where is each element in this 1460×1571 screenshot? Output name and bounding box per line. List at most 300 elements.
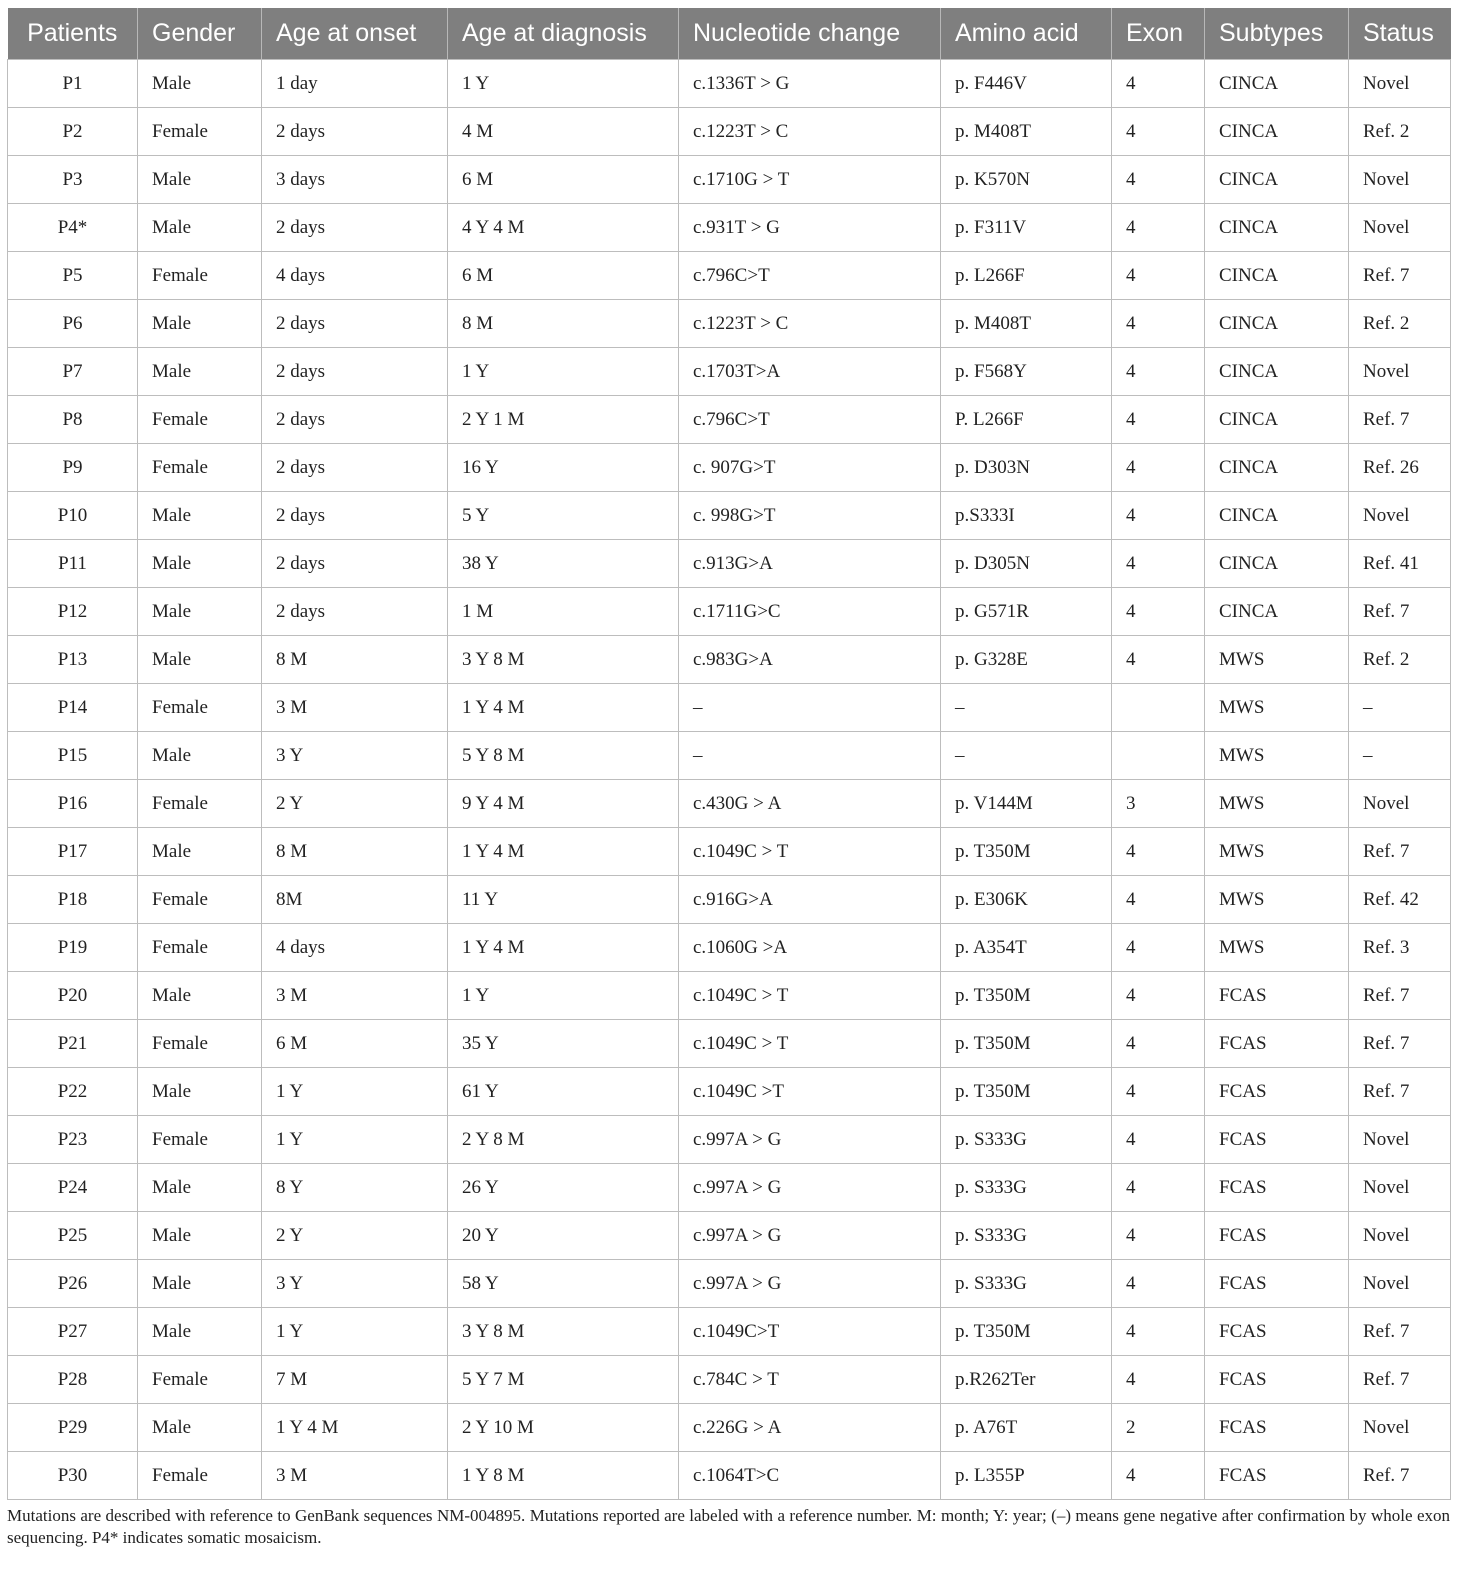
table-row xyxy=(8,156,1451,204)
table-cell: 6 M xyxy=(262,1020,448,1068)
table-cell: Male xyxy=(138,204,262,252)
table-cell: c.796C>T xyxy=(679,252,941,300)
table-cell: Ref. 2 xyxy=(1349,300,1451,348)
table-cell: 1 Y 4 M xyxy=(262,1404,448,1452)
table-cell: 4 xyxy=(1112,1068,1205,1116)
table-cell: 4 xyxy=(1112,1356,1205,1404)
table-cell: 1 Y 8 M xyxy=(448,1452,679,1500)
table-row xyxy=(8,636,1451,684)
table-cell: P24 xyxy=(8,1164,138,1212)
table-cell: 2 days xyxy=(262,204,448,252)
table-cell: CINCA xyxy=(1205,156,1349,204)
table-cell: Ref. 7 xyxy=(1349,1020,1451,1068)
table-cell: p. M408T xyxy=(941,108,1112,156)
table-cell: 5 Y xyxy=(448,492,679,540)
table-cell: CINCA xyxy=(1205,300,1349,348)
table-cell: 8M xyxy=(262,876,448,924)
table-cell: p. S333G xyxy=(941,1260,1112,1308)
table-cell: c.931T > G xyxy=(679,204,941,252)
table-cell: P22 xyxy=(8,1068,138,1116)
table-cell: 4 xyxy=(1112,444,1205,492)
column-header: Gender xyxy=(138,8,262,60)
table-cell: 2 days xyxy=(262,108,448,156)
table-cell: 4 xyxy=(1112,348,1205,396)
table-footnote: Mutations are described with reference to GenBank sequences NM-004895. Mutations reported are labeled with a reference number. M: month; Y: year; (–) means gene negative after confirmation by whole exon sequencing. P4* indicates somatic mosaicism. xyxy=(7,1506,1450,1547)
table-cell: Novel xyxy=(1349,204,1451,252)
table-cell: Ref. 7 xyxy=(1349,1068,1451,1116)
table-cell: P6 xyxy=(8,300,138,348)
table-cell: Novel xyxy=(1349,780,1451,828)
table-row xyxy=(8,1404,1451,1452)
table-cell: 4 xyxy=(1112,204,1205,252)
table-cell: FCAS xyxy=(1205,1356,1349,1404)
table-cell: 8 Y xyxy=(262,1164,448,1212)
table-cell: Novel xyxy=(1349,60,1451,108)
table-row xyxy=(8,828,1451,876)
table-cell: p. L355P xyxy=(941,1452,1112,1500)
table-row xyxy=(8,252,1451,300)
table-cell: Ref. 7 xyxy=(1349,1356,1451,1404)
table-cell: P29 xyxy=(8,1404,138,1452)
table-cell: Ref. 7 xyxy=(1349,252,1451,300)
table-cell: p. T350M xyxy=(941,1020,1112,1068)
table-cell: c.784C > T xyxy=(679,1356,941,1404)
table-cell: Female xyxy=(138,684,262,732)
table-cell: CINCA xyxy=(1205,252,1349,300)
table-cell: p. F446V xyxy=(941,60,1112,108)
table-row xyxy=(8,60,1451,108)
table-cell: 2 xyxy=(1112,1404,1205,1452)
table-cell: c.916G>A xyxy=(679,876,941,924)
table-row xyxy=(8,924,1451,972)
table-cell: 4 xyxy=(1112,60,1205,108)
table-container xyxy=(7,8,1450,1549)
table-cell: c.1710G > T xyxy=(679,156,941,204)
table-cell: 2 days xyxy=(262,300,448,348)
table-cell: c. 998G>T xyxy=(679,492,941,540)
table-cell: 4 xyxy=(1112,1260,1205,1308)
table-cell: FCAS xyxy=(1205,1308,1349,1356)
table-row xyxy=(8,540,1451,588)
table-cell: Ref. 7 xyxy=(1349,1452,1451,1500)
table-cell: FCAS xyxy=(1205,1116,1349,1164)
table-cell: c.1223T > C xyxy=(679,300,941,348)
table-cell: P7 xyxy=(8,348,138,396)
table-cell: P5 xyxy=(8,252,138,300)
table-cell: c.1049C > T xyxy=(679,1020,941,1068)
table-cell: 6 M xyxy=(448,156,679,204)
table-cell: 4 xyxy=(1112,1212,1205,1260)
table-row xyxy=(8,684,1451,732)
table-cell: 1 Y 4 M xyxy=(448,828,679,876)
table-cell: 8 M xyxy=(262,828,448,876)
table-cell: p. S333G xyxy=(941,1116,1112,1164)
table-cell: P25 xyxy=(8,1212,138,1260)
table-cell: Novel xyxy=(1349,492,1451,540)
table-cell: Ref. 7 xyxy=(1349,396,1451,444)
table-cell: p. K570N xyxy=(941,156,1112,204)
column-header: Patients xyxy=(8,8,138,60)
table-cell: 20 Y xyxy=(448,1212,679,1260)
table-cell: P27 xyxy=(8,1308,138,1356)
table-cell: 1 day xyxy=(262,60,448,108)
table-cell: P2 xyxy=(8,108,138,156)
table-cell: 3 Y xyxy=(262,1260,448,1308)
table-cell: 2 days xyxy=(262,540,448,588)
table-cell: 4 xyxy=(1112,828,1205,876)
table-row xyxy=(8,1068,1451,1116)
table-cell: Male xyxy=(138,1260,262,1308)
table-cell: 4 xyxy=(1112,300,1205,348)
table-cell: 1 Y xyxy=(262,1116,448,1164)
table-cell: c.226G > A xyxy=(679,1404,941,1452)
table-cell: 58 Y xyxy=(448,1260,679,1308)
table-cell: P16 xyxy=(8,780,138,828)
table-cell: 4 days xyxy=(262,924,448,972)
table-cell: Ref. 7 xyxy=(1349,972,1451,1020)
table-cell: 61 Y xyxy=(448,1068,679,1116)
table-row xyxy=(8,780,1451,828)
table-cell: 35 Y xyxy=(448,1020,679,1068)
table-cell: FCAS xyxy=(1205,1020,1349,1068)
table-cell: MWS xyxy=(1205,828,1349,876)
table-cell: MWS xyxy=(1205,636,1349,684)
table-cell: p. E306K xyxy=(941,876,1112,924)
table-cell: 1 Y xyxy=(448,348,679,396)
column-header: Nucleotide change xyxy=(679,8,941,60)
table-cell: c.796C>T xyxy=(679,396,941,444)
table-cell: p. L266F xyxy=(941,252,1112,300)
table-cell: 2 days xyxy=(262,444,448,492)
table-cell: 4 xyxy=(1112,252,1205,300)
table-cell: Female xyxy=(138,396,262,444)
table-cell: – xyxy=(941,684,1112,732)
table-cell: Male xyxy=(138,1164,262,1212)
table-cell: 9 Y 4 M xyxy=(448,780,679,828)
table-cell: 4 xyxy=(1112,396,1205,444)
table-cell: c.1060G >A xyxy=(679,924,941,972)
table-cell: p. T350M xyxy=(941,828,1112,876)
table-cell: 3 Y 8 M xyxy=(448,1308,679,1356)
table-cell: 11 Y xyxy=(448,876,679,924)
table-cell: P13 xyxy=(8,636,138,684)
table-cell: Female xyxy=(138,1020,262,1068)
table-cell: p. F311V xyxy=(941,204,1112,252)
table-cell: – xyxy=(1349,732,1451,780)
column-header: Subtypes xyxy=(1205,8,1349,60)
table-row xyxy=(8,1452,1451,1500)
table-cell: CINCA xyxy=(1205,540,1349,588)
table-cell: CINCA xyxy=(1205,444,1349,492)
table-cell: Novel xyxy=(1349,1212,1451,1260)
table-cell: p. D303N xyxy=(941,444,1112,492)
table-cell: Ref. 3 xyxy=(1349,924,1451,972)
table-cell: 3 M xyxy=(262,684,448,732)
table-cell: 8 M xyxy=(448,300,679,348)
table-cell: 3 Y 8 M xyxy=(448,636,679,684)
column-header: Exon xyxy=(1112,8,1205,60)
table-cell: P23 xyxy=(8,1116,138,1164)
table-cell: c.913G>A xyxy=(679,540,941,588)
table-cell: P9 xyxy=(8,444,138,492)
table-cell: Female xyxy=(138,780,262,828)
table-row xyxy=(8,588,1451,636)
table-cell: – xyxy=(941,732,1112,780)
table-cell: c.1703T>A xyxy=(679,348,941,396)
table-cell: Male xyxy=(138,588,262,636)
table-cell: c. 907G>T xyxy=(679,444,941,492)
table-cell: Ref. 2 xyxy=(1349,636,1451,684)
table-cell: P26 xyxy=(8,1260,138,1308)
table-cell: Novel xyxy=(1349,1404,1451,1452)
table-cell: P21 xyxy=(8,1020,138,1068)
table-cell: c.997A > G xyxy=(679,1260,941,1308)
table-cell: FCAS xyxy=(1205,1404,1349,1452)
table-cell: MWS xyxy=(1205,924,1349,972)
table-cell: 1 Y xyxy=(262,1308,448,1356)
table-cell: CINCA xyxy=(1205,588,1349,636)
table-cell: 38 Y xyxy=(448,540,679,588)
table-cell: CINCA xyxy=(1205,348,1349,396)
table-cell: p.R262Ter xyxy=(941,1356,1112,1404)
table-cell: 4 days xyxy=(262,252,448,300)
table-cell: P8 xyxy=(8,396,138,444)
table-cell: p. S333G xyxy=(941,1212,1112,1260)
table-cell: 3 xyxy=(1112,780,1205,828)
table-cell: Novel xyxy=(1349,348,1451,396)
column-header: Age at onset xyxy=(262,8,448,60)
table-cell: 3 Y xyxy=(262,732,448,780)
table-cell: FCAS xyxy=(1205,1068,1349,1116)
table-cell: 4 xyxy=(1112,972,1205,1020)
table-cell: 5 Y 8 M xyxy=(448,732,679,780)
table-cell: c.1711G>C xyxy=(679,588,941,636)
table-cell: 3 days xyxy=(262,156,448,204)
table-cell: 2 Y xyxy=(262,1212,448,1260)
table-cell: CINCA xyxy=(1205,60,1349,108)
table-cell: p. G571R xyxy=(941,588,1112,636)
table-cell: P17 xyxy=(8,828,138,876)
table-cell: – xyxy=(679,684,941,732)
table-cell: FCAS xyxy=(1205,1212,1349,1260)
table-cell: P10 xyxy=(8,492,138,540)
table-cell: FCAS xyxy=(1205,1164,1349,1212)
table-cell: Novel xyxy=(1349,1116,1451,1164)
table-cell xyxy=(1112,684,1205,732)
table-cell: P15 xyxy=(8,732,138,780)
table-row xyxy=(8,1356,1451,1404)
table-cell: c.1049C >T xyxy=(679,1068,941,1116)
table-row xyxy=(8,1212,1451,1260)
table-cell: Female xyxy=(138,924,262,972)
table-cell: Male xyxy=(138,828,262,876)
table-row xyxy=(8,1164,1451,1212)
table-cell: 1 Y xyxy=(262,1068,448,1116)
table-cell: 26 Y xyxy=(448,1164,679,1212)
table-row xyxy=(8,204,1451,252)
table-row xyxy=(8,1260,1451,1308)
table-cell: p.S333I xyxy=(941,492,1112,540)
table-cell: p. S333G xyxy=(941,1164,1112,1212)
table-cell: p. T350M xyxy=(941,1068,1112,1116)
table-cell: Ref. 26 xyxy=(1349,444,1451,492)
table-cell: 2 days xyxy=(262,348,448,396)
table-cell: Ref. 2 xyxy=(1349,108,1451,156)
table-cell: Female xyxy=(138,876,262,924)
table-cell: c.997A > G xyxy=(679,1164,941,1212)
table-cell: c.430G > A xyxy=(679,780,941,828)
table-cell: Ref. 42 xyxy=(1349,876,1451,924)
table-cell xyxy=(1112,732,1205,780)
table-cell: 4 xyxy=(1112,108,1205,156)
table-cell: MWS xyxy=(1205,780,1349,828)
table-cell: P20 xyxy=(8,972,138,1020)
table-cell: 3 M xyxy=(262,972,448,1020)
column-header: Amino acid xyxy=(941,8,1112,60)
table-cell: 1 Y 4 M xyxy=(448,924,679,972)
table-cell: c.997A > G xyxy=(679,1116,941,1164)
table-cell: 6 M xyxy=(448,252,679,300)
table-cell: 4 xyxy=(1112,1308,1205,1356)
table-cell: P28 xyxy=(8,1356,138,1404)
table-cell: – xyxy=(679,732,941,780)
table-cell: 2 days xyxy=(262,588,448,636)
table-cell: p. A354T xyxy=(941,924,1112,972)
table-cell: Male xyxy=(138,1068,262,1116)
table-row xyxy=(8,1308,1451,1356)
table-cell: c.1064T>C xyxy=(679,1452,941,1500)
table-cell: Male xyxy=(138,540,262,588)
table-cell: 4 M xyxy=(448,108,679,156)
table-cell: 1 Y xyxy=(448,972,679,1020)
table-cell: Male xyxy=(138,1308,262,1356)
table-cell: 2 days xyxy=(262,396,448,444)
table-cell: 4 xyxy=(1112,588,1205,636)
table-cell: Ref. 7 xyxy=(1349,828,1451,876)
table-cell: c.997A > G xyxy=(679,1212,941,1260)
table-cell: 1 Y 4 M xyxy=(448,684,679,732)
table-cell: 4 xyxy=(1112,156,1205,204)
table-row xyxy=(8,444,1451,492)
table-cell: Ref. 7 xyxy=(1349,1308,1451,1356)
table-cell: 4 xyxy=(1112,492,1205,540)
table-cell: 4 xyxy=(1112,1164,1205,1212)
table-row xyxy=(8,972,1451,1020)
table-cell: 2 Y xyxy=(262,780,448,828)
table-cell: 1 M xyxy=(448,588,679,636)
table-cell: 3 M xyxy=(262,1452,448,1500)
table-cell: Male xyxy=(138,492,262,540)
table-cell: P30 xyxy=(8,1452,138,1500)
table-cell: Male xyxy=(138,636,262,684)
table-cell: CINCA xyxy=(1205,108,1349,156)
table-cell: 4 xyxy=(1112,540,1205,588)
table-cell: P1 xyxy=(8,60,138,108)
table-cell: p. V144M xyxy=(941,780,1112,828)
table-cell: Female xyxy=(138,1356,262,1404)
table-cell: 16 Y xyxy=(448,444,679,492)
table-cell: p. M408T xyxy=(941,300,1112,348)
table-cell: Male xyxy=(138,1212,262,1260)
table-cell: MWS xyxy=(1205,684,1349,732)
table-cell: p. F568Y xyxy=(941,348,1112,396)
table-cell: Novel xyxy=(1349,1260,1451,1308)
table-cell: 4 xyxy=(1112,1116,1205,1164)
table-cell: P14 xyxy=(8,684,138,732)
table-cell: 1 Y xyxy=(448,60,679,108)
table-row xyxy=(8,348,1451,396)
table-cell: c.1336T > G xyxy=(679,60,941,108)
table-cell: 4 xyxy=(1112,1020,1205,1068)
table-cell: CINCA xyxy=(1205,492,1349,540)
table-cell: c.1223T > C xyxy=(679,108,941,156)
table-cell: 4 xyxy=(1112,876,1205,924)
table-row xyxy=(8,876,1451,924)
table-cell: 8 M xyxy=(262,636,448,684)
table-cell: MWS xyxy=(1205,876,1349,924)
table-cell: p. A76T xyxy=(941,1404,1112,1452)
table-cell: 4 xyxy=(1112,924,1205,972)
table-cell: c.983G>A xyxy=(679,636,941,684)
column-header: Status xyxy=(1349,8,1451,60)
table-cell: P12 xyxy=(8,588,138,636)
table-cell: 2 Y 10 M xyxy=(448,1404,679,1452)
table-cell: CINCA xyxy=(1205,204,1349,252)
table-cell: 2 days xyxy=(262,492,448,540)
table-cell: 4 xyxy=(1112,1452,1205,1500)
table-cell: P4* xyxy=(8,204,138,252)
table-cell: Male xyxy=(138,1404,262,1452)
table-header-row xyxy=(8,8,1451,60)
table-cell: – xyxy=(1349,684,1451,732)
table-row xyxy=(8,300,1451,348)
table-cell: p. G328E xyxy=(941,636,1112,684)
table-cell: Male xyxy=(138,348,262,396)
table-row xyxy=(8,108,1451,156)
table-body xyxy=(8,60,1451,1500)
table-row xyxy=(8,396,1451,444)
table-cell: Ref. 41 xyxy=(1349,540,1451,588)
table-cell: c.1049C > T xyxy=(679,828,941,876)
table-cell: Female xyxy=(138,108,262,156)
table-cell: Female xyxy=(138,1452,262,1500)
table-cell: Male xyxy=(138,300,262,348)
table-cell: Female xyxy=(138,1116,262,1164)
table-cell: 7 M xyxy=(262,1356,448,1404)
column-header: Age at diagnosis xyxy=(448,8,679,60)
table-cell: p. T350M xyxy=(941,972,1112,1020)
table-cell: FCAS xyxy=(1205,972,1349,1020)
table-cell: 2 Y 8 M xyxy=(448,1116,679,1164)
table-cell: 4 Y 4 M xyxy=(448,204,679,252)
table-cell: FCAS xyxy=(1205,1260,1349,1308)
table-cell: Male xyxy=(138,60,262,108)
table-cell: p. T350M xyxy=(941,1308,1112,1356)
table-cell: 5 Y 7 M xyxy=(448,1356,679,1404)
table-cell: Male xyxy=(138,156,262,204)
table-row xyxy=(8,1116,1451,1164)
patient-mutation-table xyxy=(7,8,1451,1500)
table-cell: P19 xyxy=(8,924,138,972)
table-cell: c.1049C>T xyxy=(679,1308,941,1356)
table-cell: Novel xyxy=(1349,1164,1451,1212)
table-cell: Ref. 7 xyxy=(1349,588,1451,636)
table-cell: P18 xyxy=(8,876,138,924)
table-cell: CINCA xyxy=(1205,396,1349,444)
table-row xyxy=(8,732,1451,780)
table-cell: c.1049C > T xyxy=(679,972,941,1020)
table-cell: Female xyxy=(138,444,262,492)
